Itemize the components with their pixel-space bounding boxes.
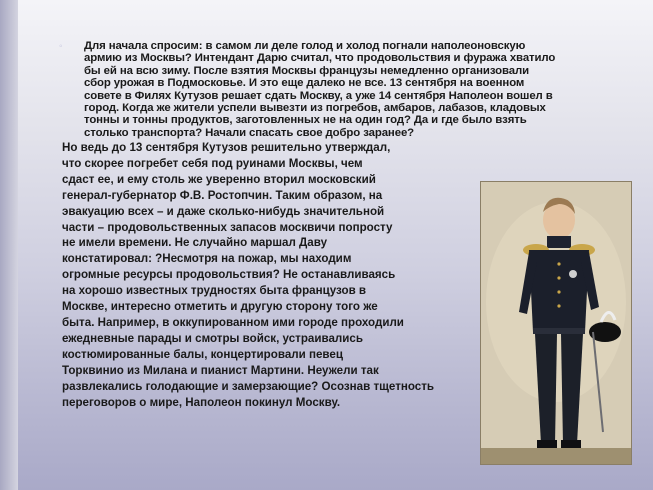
left-decor-band [0,0,18,490]
portrait-figure [481,182,631,464]
body-text: Но ведь до 13 сентября Кутузов решительно утверждал, что скорее погребет себя под руинами Москвы, чем сдаст ее, и ему столь же уверенно вторил московский генерал-губернатор Ф.В. Ростопчин. Таким образом, на эвакуацию всех – и даже сколько-нибудь значительной части – продовольственных запасов москвичи попросту не имели времени. Не случайно маршал Даву констатировал: ?Несмотря на пожар, мы находим огромные ресурсы продовольствия? Не останавливаясь на хорошо известных трудностях быта французов в Москве, интересно отметить и другую сторону того же быта. Например, в оккупированном ими городе проходили ежедневные парады и смотры войск, устраивались костюмированные балы, концертировали певец Торквинио из Милана и пианист Мартини. Неужели так развлекались голодающие и замерзающие? Осознав тщетность переговоров о мире, Наполеон покинул Москву. [62,141,435,409]
portrait-image [480,181,632,465]
bullet-icon: ◦ [59,41,63,52]
bullet-text: Для начала спросим: в самом ли деле голод и холод погнали наполеоновскую армию из Москвы? Интендант Дарю считал, что продовольствия и фуража хватило бы ей на всю зиму. После взятия Москвы французы немедленно организовали сбор урожая в Подмосковье. И это еще далеко не все. 13 сентября на военном совете в Филях Кутузов решает сдать Москву, а уже 14 сентября Наполеон вошел в город. Когда же жители успели вывезти из погребов, амбаров, лабазов, кладовых тонны и тонны продуктов, заготовленных не на один год? Да и где было взять столько транспорта? Начали спасать свое добро заранее? [84,40,556,139]
bullet-paragraph [59,40,630,139]
